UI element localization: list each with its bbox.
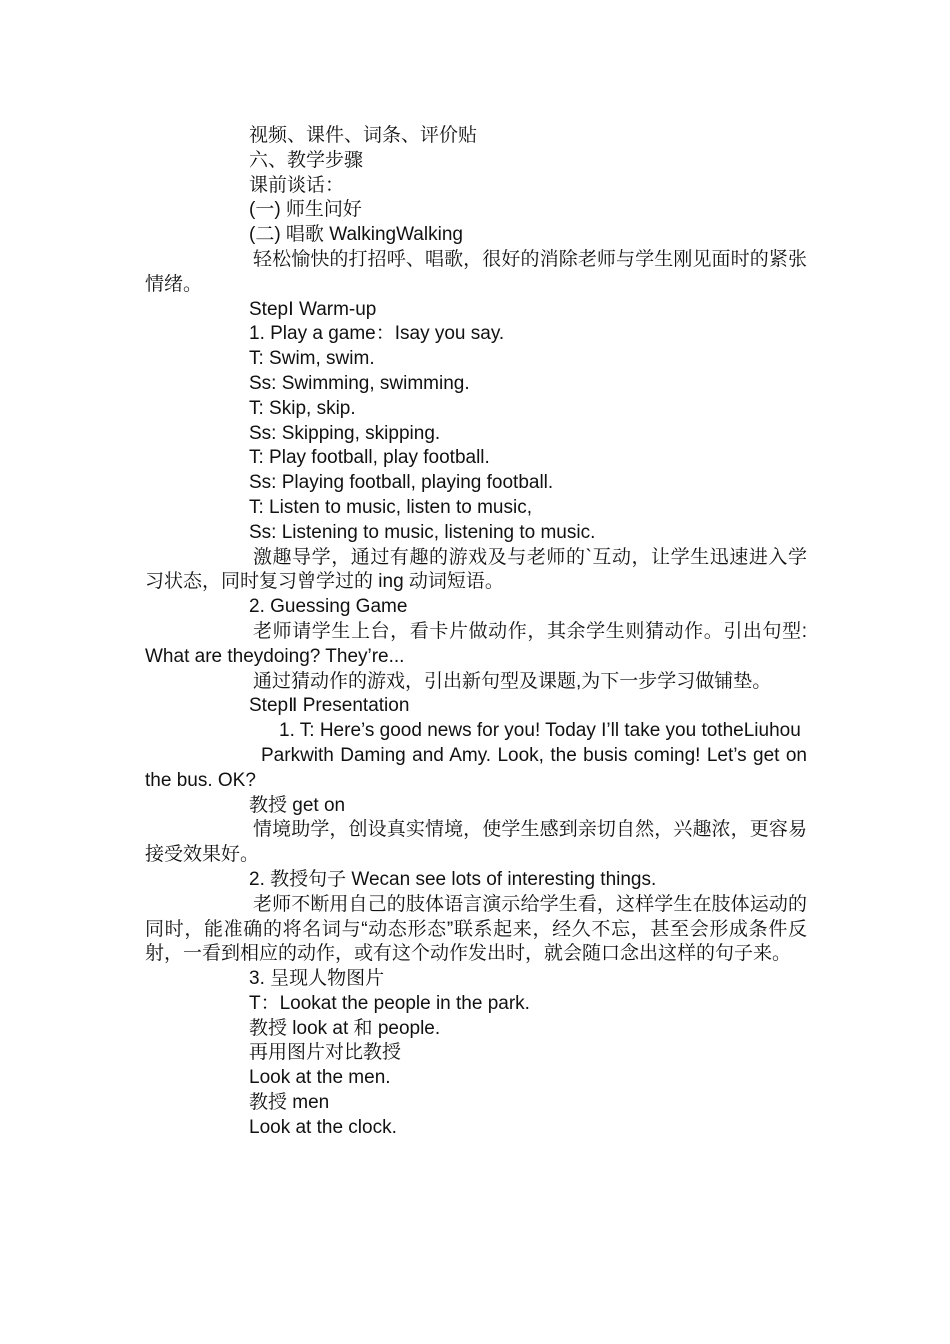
text-line: 教授 look at 和 people. <box>249 1017 441 1039</box>
paragraph: 1. T: Here’s good news for you! Today I’ll take you totheLiuhou <box>279 720 801 742</box>
text-line: 2. Guessing Game <box>249 596 408 618</box>
dialogue-line: T: Swim, swim. <box>249 348 375 370</box>
text-line: 教授 get on <box>249 794 346 816</box>
document-body <box>145 124 807 1141</box>
text-line: 3. 呈现人物图片 <box>249 968 385 990</box>
step-heading: StepⅠ Warm-up <box>249 298 377 320</box>
paragraph: 老师请学生上台，看卡片做动作，其余学生则猜动作。引出句型: What are theydoing? They’re... <box>145 620 807 667</box>
dialogue-line: T: Listen to music, listen to music, <box>249 496 532 518</box>
paragraph: 通过猜动作的游戏，引出新句型及课题,为下一步学习做铺垫。 <box>253 670 772 692</box>
paragraph: Parkwith Daming and Amy. Look, the busis coming! Let’s get on the bus. OK? <box>145 744 807 791</box>
dialogue-line: T: Skip, skip. <box>249 397 356 419</box>
text-line: Look at the men. <box>249 1067 391 1089</box>
text-line: (二) 唱歌 WalkingWalking <box>249 224 463 246</box>
text-line: 2. 教授句子 Wecan see lots of interesting things. <box>249 868 657 890</box>
text-line: 再用图片对比教授 <box>249 1042 402 1064</box>
text-line: Look at the clock. <box>249 1116 397 1138</box>
dialogue-line: Ss: Skipping, skipping. <box>249 422 441 444</box>
step-heading: StepⅡ Presentation <box>249 695 410 717</box>
paragraph: 情境助学，创设真实情境，使学生感到亲切自然，兴趣浓，更容易接受效果好。 <box>145 819 807 866</box>
paragraph: 轻松愉快的打招呼、唱歌，很好的消除老师与学生刚见面时的紧张情绪。 <box>145 248 807 295</box>
section-heading: 六、教学步骤 <box>249 149 364 171</box>
paragraph: 激趣导学，通过有趣的游戏及与老师的`互动，让学生迅速进入学习状态，同时复习曾学过的 ing 动词短语。 <box>145 546 807 593</box>
text-line: 教授 men <box>249 1092 330 1114</box>
dialogue-line: T：Lookat the people in the park. <box>249 992 530 1014</box>
text-line: 课前谈话： <box>249 174 345 196</box>
text-line: 视频、课件、词条、评价贴 <box>249 125 478 146</box>
text-line: 1. Play a game：Isay you say. <box>249 323 505 345</box>
dialogue-line: T: Play football, play football. <box>249 447 490 469</box>
dialogue-line: Ss: Listening to music, listening to music. <box>249 521 596 543</box>
text-line: (一) 师生问好 <box>249 199 362 221</box>
paragraph: 老师不断用自己的肢体语言演示给学生看，这样学生在肢体运动的同时，能准确的将名词与“动态形态”联系起来，经久不忘，甚至会形成条件反射，一看到相应的动作，或有这个动作发出时，就会随口念出这样的句子来。 <box>145 893 807 965</box>
dialogue-line: Ss: Swimming, swimming. <box>249 372 470 394</box>
dialogue-line: Ss: Playing football, playing football. <box>249 472 554 494</box>
